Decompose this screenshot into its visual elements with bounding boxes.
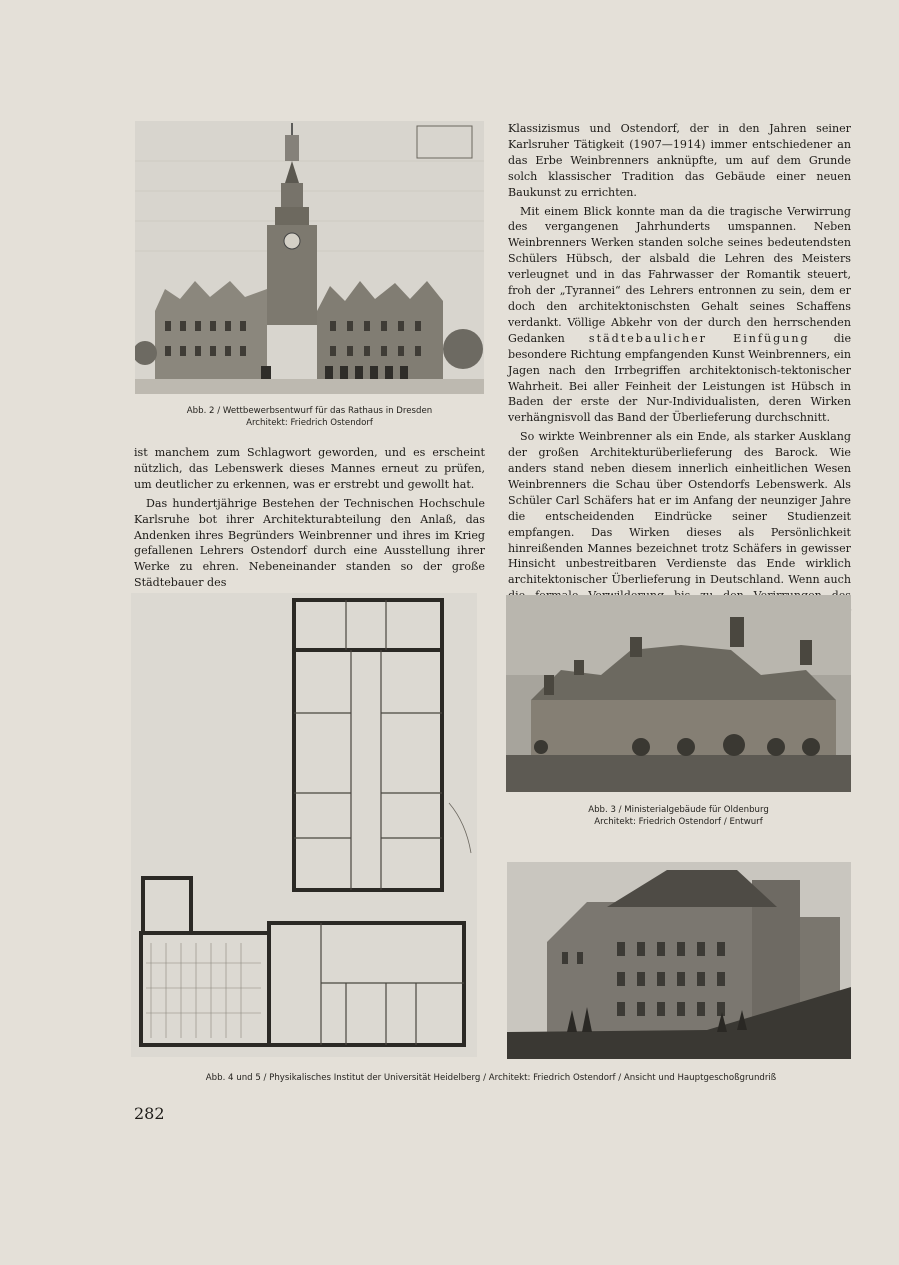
right-paragraph-2-spaced-term: städtebaulicher Einfügung [588,331,810,345]
right-paragraph-2-part-a: Mit einem Blick konnte man da die tragische Verwirrung des vergangenen Jahrhunderts umspannen. Neben Weinbrenners Werken standen solche seines bedeutendsten Schülers Hübsch, der alsbald die Lehren des Meisters verleugnet und in das Fahrwasser der Romantik steuert, froh der „Tyrannei“ des Lehrers entronnen zu sein, dem er doch den architektonischsten Gehalt seines Schaffens verdankt. Völlige Abkehr von der durch den herrschenden Gedanken [508,204,851,345]
ministerialgebaeude-oldenburg-photo [506,595,851,792]
left-text-column [134,445,485,591]
right-paragraph-2-part-b: die besondere Richtung empfangenden Kunst Weinbrenners, ein Jagen nach den Irrbegriffen architektonisch-tektonischer Wahrheit. Bei aller Feinheit der Leistungen ist Hübsch in Baden der erste der Nur-Individualisten, deren Wirken verhängnisvoll das Band der Überlieferung durchschnitt. [508,331,852,425]
page-number: 282 [134,1104,165,1123]
right-paragraph-3: So wirkte Weinbrenner als ein Ende, als starker Ausklang der großen Architekturüberlieferung des Barock. Wie anders stand neben diesem innerlich einheitlichen Wesen Weinbrenners die Schau über Ostendorfs Lebenswerk. Als Schüler Carl Schäfers hat er im Anfang der neunziger Jahre die entscheidenden Eindrücke seiner Studienzeit empfangen. Das Wirken dieses als Persönlichkeit hinreißenden Mannes bezeichnet trotz Schäfers in gewisser Hinsicht unbestreitbaren Verdienste das Ende wirklich architektonischer Überlieferung in Deutschland. Wenn auch [508,430,851,587]
figure-2-caption-line2: Architekt: Friedrich Ostendorf [246,418,373,428]
hauptgeschoss-grundriss [131,593,477,1057]
right-paragraph-2 [508,204,851,427]
rathaus-dresden-drawing [135,121,484,394]
right-paragraph-1: Klassizismus und Ostendorf, der in den Jahren seiner Karlsruher Tätigkeit (1907—1914) immer entschiedener an das Erbe Weinbrenners anknüpfte, um auf dem Grunde solch klassischer Tradition das Gebäude einer neuen Baukunst zu errichten. [508,122,851,199]
figure-3-caption-line2: Architekt: Friedrich Ostendorf / Entwurf [594,817,763,827]
figure-4-5-caption: Abb. 4 und 5 / Physikalisches Institut der Universität Heidelberg / Architekt: Friedrich Ostendorf / Ansicht und Hauptgeschoßgrundriß [205,1073,777,1083]
left-paragraph-2: Das hundertjährige Bestehen der Technischen Hochschule Karlsruhe bot ihrer Architekturabteilung den Anlaß, das Andenken ihres Begründers Weinbrenner und ihres im Krieg gefallenen Lehrers Ostendorf durch eine Ausstellung ihrer Werke zu ehren. Nebeneinander standen so der große Städtebauer des [134,496,485,590]
figure-2-caption-line1: Abb. 2 / Wettbewerbsentwurf für das Rathaus in Dresden [186,406,433,416]
physikalisches-institut-photo [507,862,851,1059]
left-paragraph-1: ist manchem zum Schlagwort geworden, und es erscheint nützlich, das Lebenswerk dieses Mannes erneut zu prüfen, um deutlicher zu erkennen, was er erstrebt und gewollt hat. [134,446,485,491]
figure-3-caption-line1: Abb. 3 / Ministerialgebäude für Oldenburg [588,805,769,815]
